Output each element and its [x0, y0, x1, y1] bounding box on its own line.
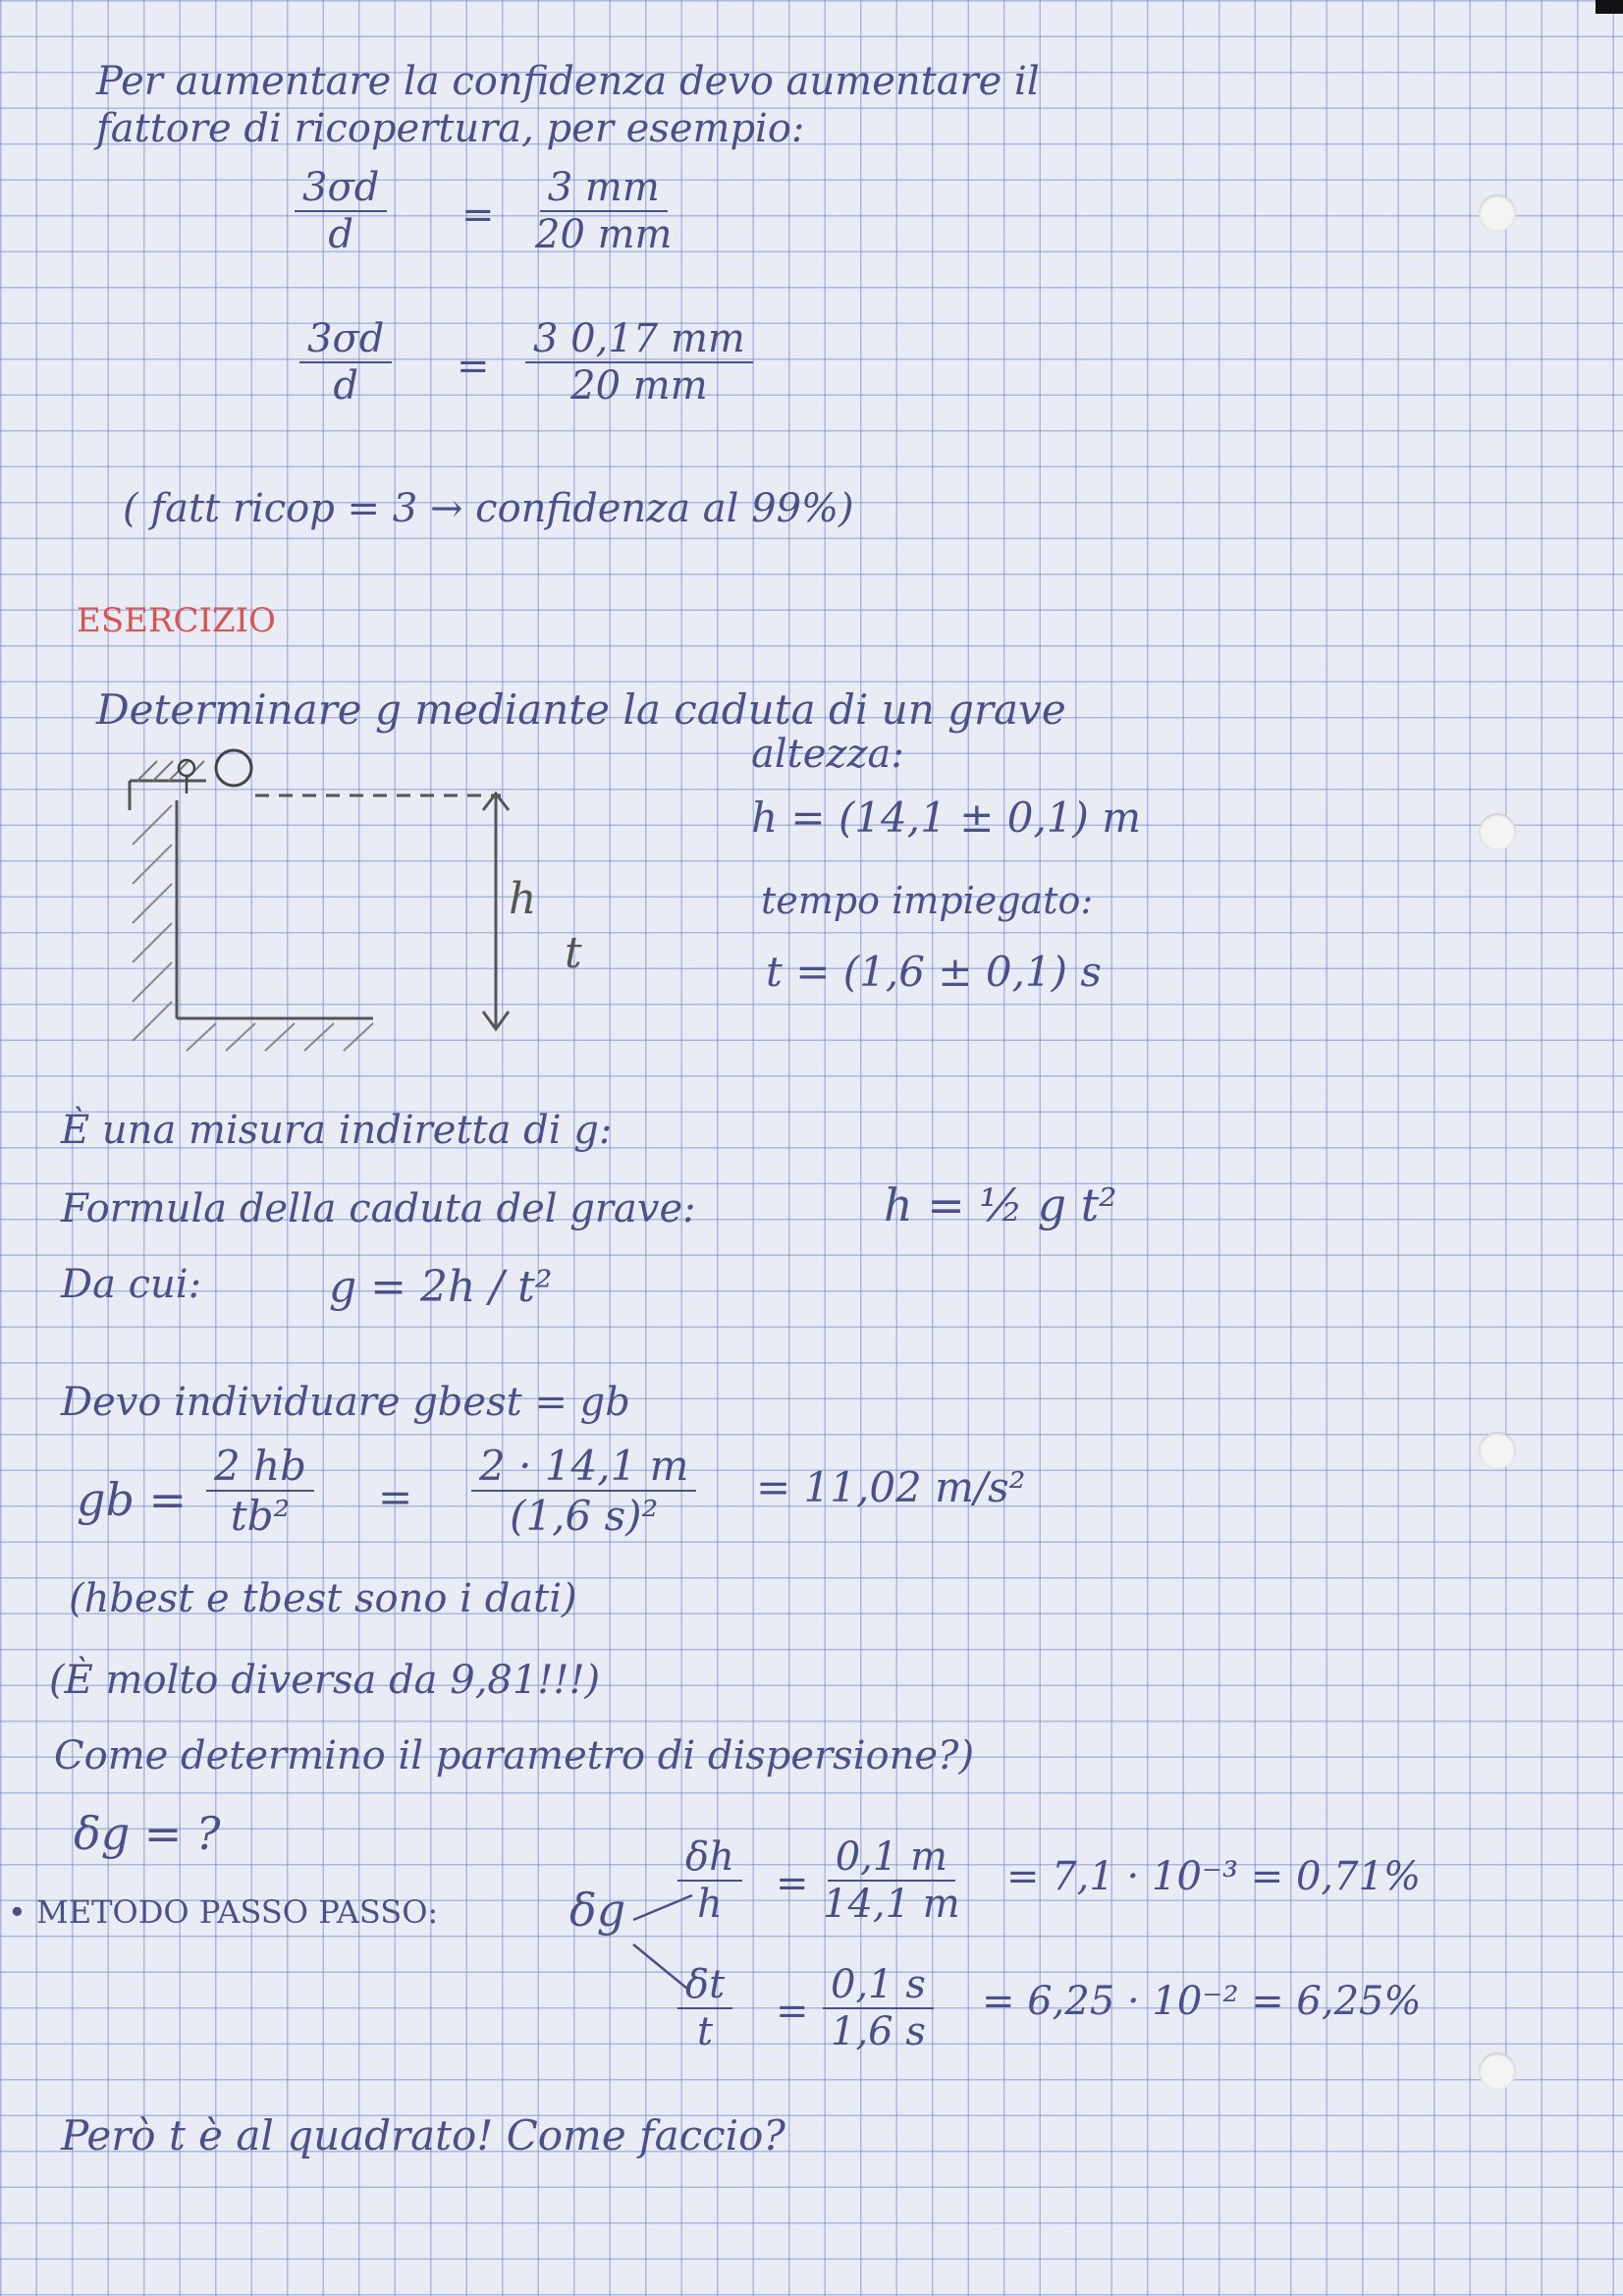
scan-corner-mark [1596, 0, 1623, 14]
gb-fraction-1: $\frac{2 hb}{\text{tb²}}$ [206, 1442, 314, 1540]
gb-fraction-2: $\frac{2 \cdot 14,1 m}{\text{(1,6 s)²}}$ [471, 1442, 696, 1540]
h-value: h = (14,1 ± 0,1) m [751, 793, 1142, 842]
come-line: Come determino il parametro di dispersione?) [54, 1733, 975, 1778]
gb-equals: = [378, 1473, 413, 1521]
tempo-label: tempo impiegato: [761, 879, 1094, 922]
fattore-ricopertura-note: ( fatt ricop = 3 → confidenza al 99%) [123, 486, 854, 531]
rel-t-lhs: $\frac{\delta t}{t}$ [677, 1962, 732, 2054]
rel-h-lhs: $\frac{\delta h}{h}$ [677, 1834, 742, 1927]
binder-hole [1479, 1432, 1516, 1469]
dacui-formula: g = 2h / t² [329, 1262, 553, 1312]
eq2-rhs: $\frac{3 0,17 mm}{20 mm}$ [525, 316, 753, 409]
formula-label: Formula della caduta del grave: [61, 1186, 696, 1231]
diagram-h-label: h [509, 874, 537, 924]
rel-h-result: = 7,1 · 10⁻³ = 0,71% [1006, 1854, 1422, 1899]
rel-t-equals: = [776, 1989, 809, 2034]
eq1-rhs: $\frac{3 mm}{20 mm}$ [535, 165, 673, 257]
binder-hole [1479, 194, 1516, 232]
falling-object [216, 750, 251, 786]
diagram-t-label: t [565, 928, 582, 978]
devo-line: Devo individuare gbest = gb [61, 1380, 630, 1425]
dg-question: δg = ? [74, 1807, 221, 1860]
rel-h-equals: = [776, 1861, 809, 1906]
rel-t-fraction: $\frac{0,1 s}{1,6 s}$ [823, 1962, 934, 2054]
hbest-note: (hbest e tbest sono i dati) [69, 1576, 577, 1621]
wall-hatching [133, 805, 373, 1051]
t-value: t = (1,6 ± 0,1) s [766, 948, 1102, 996]
note-line-1: Per aumentare la confidenza devo aumentare il [96, 59, 1040, 104]
fall-formula: h = ½ g t² [884, 1178, 1117, 1231]
fall-diagram [59, 746, 582, 1080]
eq2-equals: = [457, 344, 490, 389]
diversa-note: (È molto diversa da 9,81!!!) [49, 1658, 601, 1703]
dacui-label: Da cui: [61, 1262, 202, 1307]
rel-h-fraction: $\frac{0,1 m}{14,1 m}$ [823, 1834, 960, 1927]
rel-t-result: = 6,25 · 10⁻² = 6,25% [982, 1979, 1422, 2024]
task-line-1: Determinare g mediante la caduta di un grave [96, 685, 1066, 734]
eq2-lhs: $\frac{3\sigma d}{d}$ [299, 316, 392, 409]
note-line-2: fattore di ricopertura, per esempio: [96, 106, 805, 151]
esercizio-heading: ESERCIZIO [77, 601, 276, 640]
task-line-2: altezza: [751, 732, 904, 777]
pero-line: Però t è al quadrato! Come faccio? [61, 2111, 785, 2159]
metodo-heading: • METODO PASSO PASSO: [8, 1893, 439, 1931]
binder-hole [1479, 813, 1516, 850]
indiretta-line: È una misura indiretta di g: [61, 1108, 613, 1153]
gb-result: = 11,02 m/s² [756, 1463, 1026, 1511]
binder-hole [1479, 2052, 1516, 2090]
dg-symbol: δg [569, 1884, 626, 1937]
eq1-equals: = [461, 192, 495, 238]
gb-lhs: gb = [77, 1473, 188, 1526]
eq1-lhs: $\frac{3\sigma d}{d}$ [295, 165, 387, 257]
